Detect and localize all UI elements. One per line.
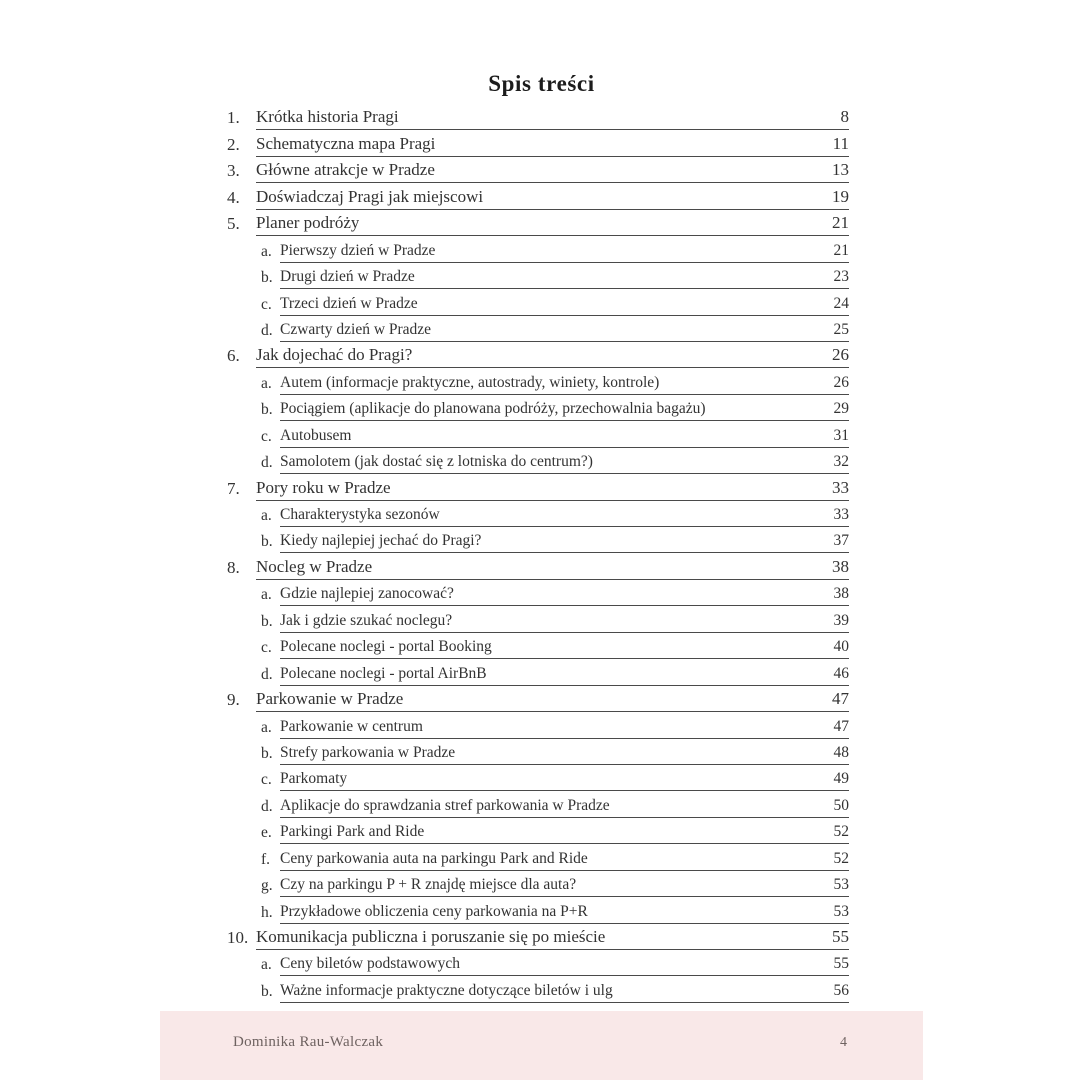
toc-entry-page-number: 21 xyxy=(833,241,849,259)
toc-entry-link[interactable] xyxy=(280,295,849,316)
toc-entry xyxy=(227,553,849,579)
toc-entry-page-number: 52 xyxy=(833,823,849,841)
toc-entry-title: Ceny parkowania auta na parkingu Park and Ride xyxy=(280,849,588,867)
toc-entry xyxy=(227,712,849,738)
toc-entry-label: c. xyxy=(261,639,272,657)
toc-entry-title: Jak i gdzie szukać noclegu? xyxy=(280,611,453,629)
toc-entry-title: Charakterystyka sezonów xyxy=(280,506,440,523)
toc-entry-page-number: 8 xyxy=(840,107,849,127)
toc-entry-link[interactable] xyxy=(280,532,849,553)
toc-entry xyxy=(227,791,849,817)
toc-entry xyxy=(227,157,849,183)
toc-entry-link[interactable] xyxy=(280,823,849,844)
toc-entry xyxy=(227,289,849,315)
toc-entry xyxy=(227,844,849,870)
toc-entry-page-number: 53 xyxy=(833,902,849,920)
toc-entry-title: Ważne informacje praktyczne dotyczące biletów i ulg xyxy=(280,981,613,999)
toc-entry xyxy=(227,421,849,447)
toc-entry-title: Planer podróży xyxy=(256,213,360,233)
toc-entry-label: d. xyxy=(261,321,273,339)
toc-entry xyxy=(227,210,849,236)
toc-entry-label: b. xyxy=(261,744,273,762)
toc-entry-link[interactable] xyxy=(256,557,849,580)
toc-entry-page-number: 50 xyxy=(833,796,849,814)
toc-entry-title: Polecane noclegi - portal AirBnB xyxy=(280,664,487,682)
toc-entry-title: Nocleg w Pradze xyxy=(256,556,373,576)
toc-entry xyxy=(227,739,849,765)
toc-entry-title: Trzeci dzień w Pradze xyxy=(280,294,418,312)
toc-entry-link[interactable] xyxy=(256,134,849,157)
toc-entry-page-number: 55 xyxy=(833,955,849,973)
toc-entry-page-number: 26 xyxy=(833,373,849,391)
toc-entry-title: Pierwszy dzień w Pradze xyxy=(280,241,436,259)
toc-entry-label: a. xyxy=(261,586,272,604)
toc-entry-label: b. xyxy=(261,533,273,551)
toc-entry-label: 6. xyxy=(227,346,240,366)
toc-entry-title: Kiedy najlepiej jechać do Pragi? xyxy=(280,532,482,550)
toc-entry-title: Komunikacja publiczna i poruszanie się po mieście xyxy=(256,927,606,946)
toc-entry-link[interactable] xyxy=(256,187,849,210)
toc-entry-page-number: 29 xyxy=(833,400,849,418)
toc-entry-link[interactable] xyxy=(280,665,849,686)
toc-entry-label: c. xyxy=(261,427,272,445)
toc-entry xyxy=(227,501,849,527)
toc-entry-page-number: 38 xyxy=(832,556,849,576)
toc-entry-link[interactable] xyxy=(256,345,849,368)
toc-entry xyxy=(227,765,849,791)
toc-entry-page-number: 25 xyxy=(833,320,849,338)
toc-entry-label: b. xyxy=(261,401,273,419)
toc-entry-link[interactable] xyxy=(280,321,849,342)
toc-entry-page-number: 46 xyxy=(833,664,849,682)
toc-entry-page-number: 32 xyxy=(833,453,849,471)
toc-entry-link[interactable] xyxy=(280,955,849,976)
footer-band xyxy=(160,1011,923,1080)
toc-entry-label: d. xyxy=(261,797,273,815)
toc-entry xyxy=(227,316,849,342)
toc-entry-title: Jak dojechać do Pragi? xyxy=(256,345,413,365)
toc-entry-label: 1. xyxy=(227,108,240,128)
toc-entry-title: Główne atrakcje w Pradze xyxy=(256,160,435,180)
toc-entry xyxy=(227,130,849,156)
toc-entry-page-number: 39 xyxy=(833,611,849,629)
toc-entry-link[interactable] xyxy=(256,478,849,501)
toc-entry-label: 4. xyxy=(227,187,240,207)
toc-entry-link[interactable] xyxy=(280,638,849,659)
toc-entry-title: Gdzie najlepiej zanocować? xyxy=(280,585,454,603)
toc-entry-label: b. xyxy=(261,982,273,1000)
toc-entry xyxy=(227,368,849,394)
toc-entry-label: g. xyxy=(261,877,273,895)
page-title: Spis treści xyxy=(488,71,595,96)
toc-entry xyxy=(227,448,849,474)
toc-entry-link[interactable] xyxy=(280,797,849,818)
toc-entry-label: d. xyxy=(261,665,273,683)
footer-page-number: 4 xyxy=(840,1035,847,1050)
toc-entry-label: b. xyxy=(261,612,273,630)
toc-entry xyxy=(227,236,849,262)
toc-entry-title: Czy na parkingu P + R znajdę miejsce dla auta? xyxy=(280,876,577,894)
toc-entry-label: h. xyxy=(261,903,273,921)
toc-entry-link[interactable] xyxy=(280,585,849,606)
toc-entry-label: d. xyxy=(261,454,273,472)
toc-entry-link[interactable] xyxy=(280,612,849,633)
toc-entry xyxy=(227,659,849,685)
toc-entry-page-number: 37 xyxy=(833,532,849,550)
toc-entry-link[interactable] xyxy=(280,427,849,448)
toc-entry-page-number: 33 xyxy=(833,506,849,523)
toc-entry-label: a. xyxy=(261,242,272,260)
toc-entry xyxy=(227,686,849,712)
toc-entry xyxy=(227,871,849,897)
toc-entry-label: c. xyxy=(261,295,272,313)
toc-entry-title: Samolotem (jak dostać się z lotniska do centrum?) xyxy=(280,453,593,471)
toc-entry-link[interactable] xyxy=(256,689,849,712)
toc-entry-page-number: 38 xyxy=(833,585,849,603)
toc-entry-link[interactable] xyxy=(280,374,849,395)
toc-entry-label: a. xyxy=(261,507,272,524)
toc-entry-page-number: 11 xyxy=(832,133,849,153)
toc-entry-link[interactable] xyxy=(280,770,849,791)
toc-entry-link[interactable] xyxy=(280,718,849,739)
toc-entry-label: b. xyxy=(261,269,273,287)
toc-entry-title: Schematyczna mapa Pragi xyxy=(256,133,436,153)
toc-entry xyxy=(227,924,849,950)
toc-entry-link[interactable] xyxy=(256,927,849,950)
toc-entry-page-number: 56 xyxy=(833,981,849,999)
toc-entry-page-number: 26 xyxy=(832,345,849,365)
toc-entry xyxy=(227,474,849,500)
toc-entry-title: Polecane noclegi - portal Booking xyxy=(280,638,492,656)
toc-entry-title: Czwarty dzień w Pradze xyxy=(280,320,432,338)
toc-entry-link[interactable] xyxy=(280,400,849,421)
toc-entry-label: a. xyxy=(261,956,272,974)
toc-entry-page-number: 19 xyxy=(832,186,849,206)
toc-entry xyxy=(227,183,849,209)
toc-entry-link[interactable] xyxy=(280,506,849,527)
toc-entry-label: 9. xyxy=(227,690,240,710)
toc-entry-title: Parkomaty xyxy=(280,770,348,788)
toc-entry-page-number: 24 xyxy=(833,294,849,312)
toc-entry-title: Krótka historia Pragi xyxy=(256,107,399,127)
toc-entry-link[interactable] xyxy=(280,242,849,263)
toc-entry xyxy=(227,976,849,1002)
toc-entry xyxy=(227,104,849,130)
toc-entry-link[interactable] xyxy=(280,744,849,765)
toc-entry-title: Przykładowe obliczenia ceny parkowania na P+R xyxy=(280,902,588,920)
toc-entry-link[interactable] xyxy=(280,268,849,289)
toc-entry-title: Aplikacje do sprawdzania stref parkowania w Pradze xyxy=(280,796,610,814)
toc-entry-page-number: 47 xyxy=(832,689,849,709)
toc-entry-label: c. xyxy=(261,771,272,789)
toc-entry-label: 7. xyxy=(227,478,240,498)
toc-entry-label: a. xyxy=(261,374,272,392)
toc-entry-link[interactable] xyxy=(256,160,849,183)
toc-entry-link[interactable] xyxy=(280,453,849,474)
toc-entry-title: Parkowanie w Pradze xyxy=(256,689,404,709)
toc-entry-title: Pory roku w Pradze xyxy=(256,477,391,497)
toc-entry-title: Strefy parkowania w Pradze xyxy=(280,743,456,761)
toc-entry-title: Doświadczaj Pragi jak miejscowi xyxy=(256,186,484,206)
toc-entry xyxy=(227,527,849,553)
toc-entry-title: Pociągiem (aplikacje do planowana podróży, przechowalnia bagażu) xyxy=(280,400,706,418)
toc-entry-link[interactable] xyxy=(256,107,849,130)
toc-entry-page-number: 33 xyxy=(832,477,849,497)
toc-entry xyxy=(227,606,849,632)
toc-entry-label: 10. xyxy=(227,928,249,947)
toc-entry xyxy=(227,633,849,659)
toc-entry-label: e. xyxy=(261,824,272,842)
toc-entry-label: f. xyxy=(261,850,271,868)
toc-entry-title: Autem (informacje praktyczne, autostrady, winiety, kontrole) xyxy=(280,373,660,391)
toc-entry xyxy=(227,950,849,976)
toc-entry-page-number: 13 xyxy=(832,160,849,180)
toc-entry xyxy=(227,818,849,844)
toc-entry-link[interactable] xyxy=(256,213,849,236)
toc-entry-label: 3. xyxy=(227,161,240,181)
footer-author: Dominika Rau-Walczak xyxy=(233,1034,384,1050)
toc-entry xyxy=(227,897,849,923)
toc-entry-title: Parkowanie w centrum xyxy=(280,717,423,735)
table-of-contents xyxy=(227,104,849,1003)
toc-entry-page-number: 53 xyxy=(833,876,849,894)
toc-entry xyxy=(227,263,849,289)
toc-entry-link[interactable] xyxy=(280,903,849,924)
toc-entry-page-number: 31 xyxy=(833,426,849,444)
document-page xyxy=(160,0,923,1080)
toc-entry-page-number: 48 xyxy=(833,743,849,761)
toc-entry-page-number: 55 xyxy=(832,927,849,946)
toc-entry xyxy=(227,395,849,421)
toc-entry-title: Drugi dzień w Pradze xyxy=(280,268,415,286)
toc-entry-label: 2. xyxy=(227,134,240,154)
toc-entry-link[interactable] xyxy=(280,876,849,897)
toc-entry-page-number: 52 xyxy=(833,849,849,867)
toc-entry-link[interactable] xyxy=(280,850,849,871)
toc-entry-label: a. xyxy=(261,718,272,736)
toc-entry-title: Parkingi Park and Ride xyxy=(280,823,425,841)
toc-entry-page-number: 23 xyxy=(833,268,849,286)
toc-entry xyxy=(227,342,849,368)
toc-entry-page-number: 40 xyxy=(833,638,849,656)
toc-entry-page-number: 49 xyxy=(833,770,849,788)
toc-entry-title: Autobusem xyxy=(280,426,352,444)
toc-entry-title: Ceny biletów podstawowych xyxy=(280,955,460,973)
toc-entry-link[interactable] xyxy=(280,982,849,1003)
toc-entry-page-number: 21 xyxy=(832,213,849,233)
toc-entry-page-number: 47 xyxy=(833,717,849,735)
toc-entry xyxy=(227,580,849,606)
toc-entry-label: 5. xyxy=(227,214,240,234)
toc-entry-label: 8. xyxy=(227,557,240,577)
